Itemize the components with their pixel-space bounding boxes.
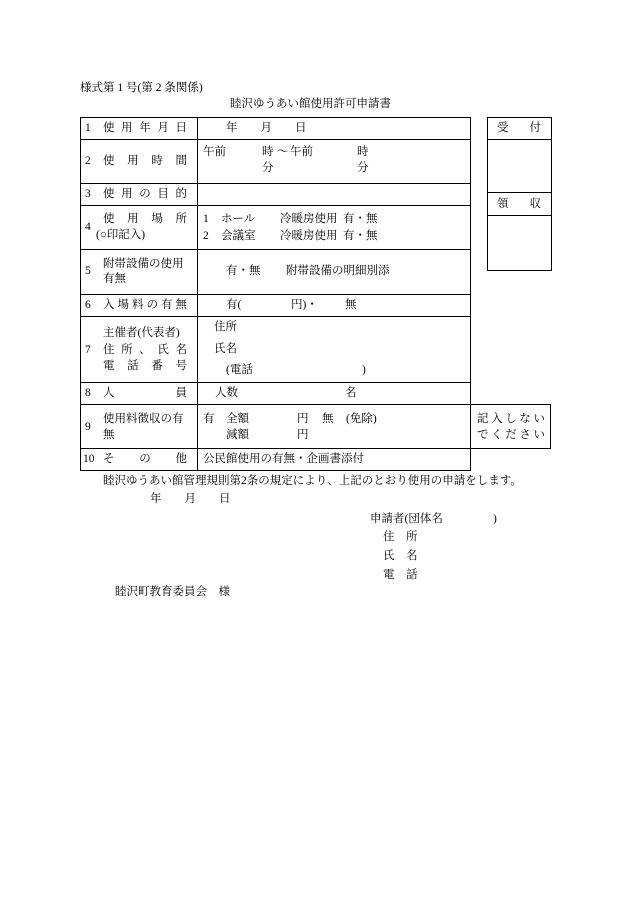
application-date: 年 月 日 bbox=[150, 493, 231, 505]
other-value: 公民館使用の有無・企画書添付 bbox=[203, 453, 364, 465]
organizer-label-address-name: 住 所 、 氏 名 bbox=[103, 344, 187, 356]
table-row-rule bbox=[80, 183, 471, 184]
table-row-rule bbox=[80, 139, 471, 140]
time-range-tilde: 〜 bbox=[277, 146, 289, 158]
usage-place-label: 使 用 場 所 bbox=[103, 213, 187, 225]
place-option-aircon: 冷暖房使用 bbox=[280, 213, 338, 225]
table-row-rule bbox=[80, 205, 471, 206]
start-minute-unit: 分 bbox=[262, 162, 274, 174]
equipment-note: 附帯設備の明細別添 bbox=[286, 265, 390, 277]
table-row-rule bbox=[80, 382, 471, 383]
usage-time-label: 使 用 時 間 bbox=[103, 155, 187, 167]
declaration-text: 睦沢ゆうあい館管理規則第2条の規定により、上記のとおり使用の申請をします。 bbox=[103, 475, 522, 487]
row-number: 9 bbox=[85, 421, 91, 433]
fee-reduced-label: 減額 bbox=[226, 429, 249, 441]
place-option-aircon: 冷暖房使用 bbox=[280, 230, 338, 242]
fee-full-label: 全額 bbox=[226, 413, 249, 425]
fee-reduced-yen: 円 bbox=[297, 429, 309, 441]
fee-collection-label: 使用料徴収の有 bbox=[103, 413, 184, 425]
row-number: 5 bbox=[85, 265, 91, 277]
other-label: そ の 他 bbox=[103, 453, 187, 465]
row-number: 2 bbox=[85, 155, 91, 167]
office-use-note-cell bbox=[470, 404, 551, 449]
place-option-choice: 有・無 bbox=[343, 230, 378, 242]
row-number: 8 bbox=[85, 387, 91, 399]
usage-place-note: (○印記入) bbox=[96, 229, 146, 241]
table-row-rule bbox=[80, 294, 471, 295]
organizer-phone-label: (電話 bbox=[226, 364, 253, 376]
equipment-choice: 有・無 bbox=[226, 265, 261, 277]
table-row-rule bbox=[80, 448, 471, 449]
organizer-label-phone: 電 話 番 号 bbox=[103, 360, 187, 372]
row-number: 10 bbox=[83, 453, 95, 465]
place-option-choice: 有・無 bbox=[343, 213, 378, 225]
office-box-rule bbox=[487, 192, 552, 193]
table-row-rule bbox=[80, 249, 471, 250]
row-number: 1 bbox=[85, 122, 91, 134]
office-use-note-line2: でください bbox=[477, 429, 545, 441]
row-number: 6 bbox=[85, 299, 91, 311]
applicant-group-close: ) bbox=[493, 513, 497, 525]
fee-collection-label-line2: 無 bbox=[103, 429, 115, 441]
attendance-label: 人 員 bbox=[103, 387, 187, 399]
table-row-rule bbox=[80, 404, 471, 405]
table-row-rule bbox=[80, 316, 471, 317]
row-number: 7 bbox=[85, 344, 91, 356]
office-stamp-box bbox=[487, 117, 552, 271]
usage-date-value: 年 月 日 bbox=[226, 122, 307, 134]
place-option-number: 1 bbox=[203, 213, 209, 225]
start-hour-unit: 時 bbox=[262, 146, 274, 158]
fee-yes: 有 bbox=[203, 413, 215, 425]
organizer-label: 主催者(代表者) bbox=[103, 327, 180, 339]
addressee: 睦沢町教育委員会 様 bbox=[115, 586, 230, 598]
fee-exempt: (免除) bbox=[346, 413, 377, 425]
attendance-count-label: 人数 bbox=[215, 387, 238, 399]
row-number: 3 bbox=[85, 188, 91, 200]
form-title: 睦沢ゆうあい館使用許可申請書 bbox=[230, 98, 391, 110]
admission-fee-label: 入 場 料 の 有 無 bbox=[103, 299, 187, 311]
applicant-phone-label: 電 話 bbox=[383, 569, 418, 581]
place-option-room: ホール bbox=[221, 213, 256, 225]
place-option-number: 2 bbox=[203, 230, 209, 242]
applicant-name-label: 氏 名 bbox=[383, 550, 418, 562]
admission-fee-yes: 有( bbox=[226, 299, 242, 311]
received-label: 受 付 bbox=[497, 122, 541, 134]
usage-purpose-label: 使 用 の 目 的 bbox=[103, 188, 187, 200]
organizer-phone-close: ) bbox=[362, 364, 366, 376]
form-number: 様式第 1 号(第 2 条関係) bbox=[80, 82, 203, 94]
equipment-label: 附帯設備の使用 bbox=[103, 258, 184, 270]
receipt-label: 領 収 bbox=[497, 198, 541, 210]
usage-date-label: 使 用 年 月 日 bbox=[103, 122, 187, 134]
office-box-rule bbox=[487, 139, 552, 140]
row-number: 4 bbox=[85, 221, 91, 233]
attendance-unit: 名 bbox=[345, 387, 357, 399]
applicant-address-label: 住 所 bbox=[383, 531, 418, 543]
admission-fee-yen: 円)・ bbox=[291, 299, 318, 311]
organizer-address-label: 住所 bbox=[214, 321, 237, 333]
end-ampm: 午前 bbox=[290, 146, 313, 158]
end-hour-unit: 時 bbox=[357, 146, 369, 158]
office-box-rule bbox=[487, 215, 552, 216]
place-option-room: 会議室 bbox=[221, 230, 256, 242]
organizer-name-label: 氏名 bbox=[214, 343, 237, 355]
office-use-note: 記入しない bbox=[477, 413, 545, 425]
admission-fee-none: 無 bbox=[345, 299, 357, 311]
applicant-group-label: 申請者(団体名 bbox=[370, 513, 443, 525]
start-ampm: 午前 bbox=[203, 146, 226, 158]
end-minute-unit: 分 bbox=[357, 162, 369, 174]
fee-full-yen: 円 bbox=[297, 413, 309, 425]
equipment-label-line2: 有無 bbox=[103, 273, 126, 285]
fee-none: 無 bbox=[322, 413, 334, 425]
